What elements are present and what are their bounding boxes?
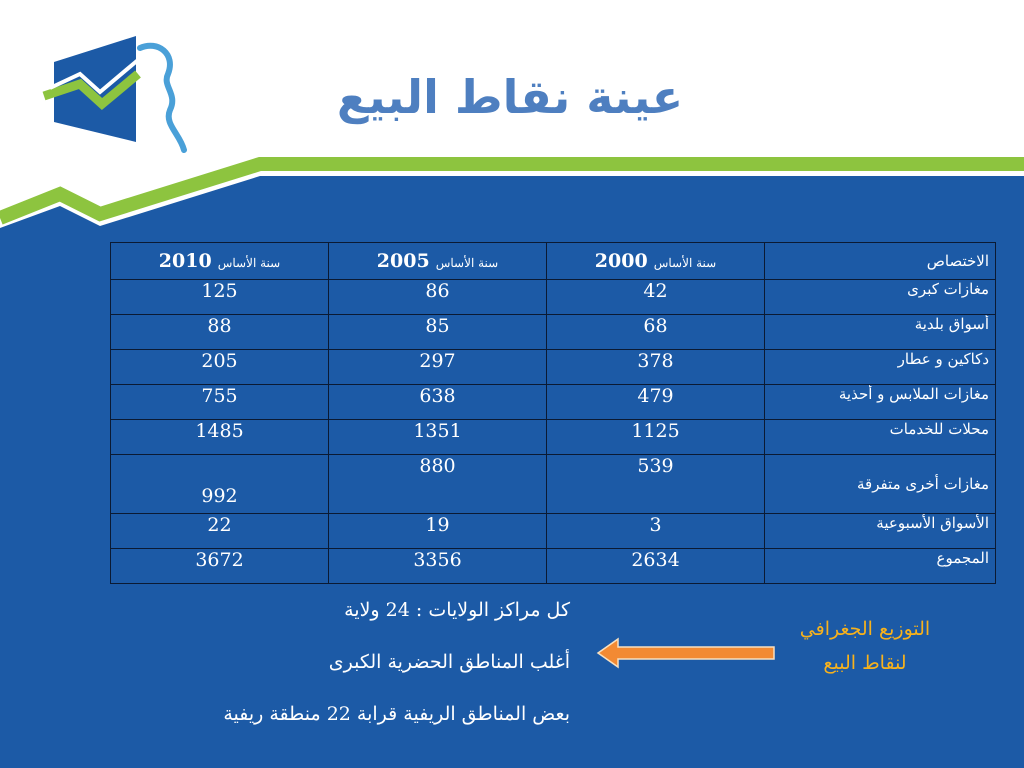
row-value-2010: 3672 — [111, 549, 329, 584]
row-value-2010: 1485 — [111, 420, 329, 455]
row-value-2000: 378 — [547, 350, 765, 385]
row-name: الأسواق الأسبوعية — [765, 514, 996, 549]
table-row — [111, 385, 996, 420]
row-value-2000: 539 — [547, 455, 765, 514]
row-value-2005: 19 — [329, 514, 547, 549]
row-value-2005: 86 — [329, 280, 547, 315]
row-value-2000: 1125 — [547, 420, 765, 455]
row-value-2010: 755 — [111, 385, 329, 420]
row-value-2010: 88 — [111, 315, 329, 350]
note-item: بعض المناطق الريفية قرابة 22 منطقة ريفية — [223, 703, 570, 725]
page-title: عينة نقاط البيع — [336, 70, 684, 124]
table-row — [111, 280, 996, 315]
geo-label-line1: التوزيع الجغرافي — [799, 618, 931, 640]
table-row — [111, 514, 996, 549]
arrow-left-icon — [596, 636, 778, 670]
header-2010 — [111, 243, 329, 280]
row-value-2000: 2634 — [547, 549, 765, 584]
row-value-2005: 297 — [329, 350, 547, 385]
row-name: محلات للخدمات — [765, 420, 996, 455]
logo-icon — [40, 30, 200, 160]
row-value-2010: 992 — [111, 455, 329, 514]
coverage-notes — [150, 590, 570, 746]
table-row — [111, 350, 996, 385]
table-row-total — [111, 549, 996, 584]
row-name: أسواق بلدية — [765, 315, 996, 350]
row-name: المجموع — [765, 549, 996, 584]
row-value-2000: 68 — [547, 315, 765, 350]
geo-distribution-label — [780, 612, 950, 680]
note-item: أغلب المناطق الحضرية الكبرى — [328, 651, 570, 673]
header-2000-label: سنة الأساس — [653, 256, 717, 270]
row-value-2005: 1351 — [329, 420, 547, 455]
header-2010-label: سنة الأساس — [217, 256, 281, 270]
header-2005-year: 2005 — [376, 250, 430, 272]
note-item: كل مراكز الولايات : 24 ولاية — [344, 599, 570, 621]
row-value-2010: 205 — [111, 350, 329, 385]
table-row — [111, 420, 996, 455]
row-value-2000: 3 — [547, 514, 765, 549]
row-value-2005: 880 — [329, 455, 547, 514]
row-name: دكاكين و عطار — [765, 350, 996, 385]
geo-label-line2: لنقاط البيع — [823, 652, 907, 674]
row-value-2000: 42 — [547, 280, 765, 315]
row-name: مغازات كبرى — [765, 280, 996, 315]
header-name: الاختصاص — [765, 243, 996, 280]
header-2000-year: 2000 — [594, 250, 648, 272]
header-2005-label: سنة الأساس — [435, 256, 499, 270]
table-row — [111, 455, 996, 514]
points-of-sale-table — [110, 242, 996, 584]
header-2005 — [329, 243, 547, 280]
row-value-2005: 3356 — [329, 549, 547, 584]
table-row — [111, 315, 996, 350]
row-value-2005: 638 — [329, 385, 547, 420]
row-name: مغازات الملابس و أحذية — [765, 385, 996, 420]
header-2010-year: 2010 — [158, 250, 212, 272]
header-2000 — [547, 243, 765, 280]
row-value-2005: 85 — [329, 315, 547, 350]
row-value-2010: 125 — [111, 280, 329, 315]
row-name: مغازات أخرى متفرقة — [765, 455, 996, 514]
table-header-row — [111, 243, 996, 280]
row-value-2010: 22 — [111, 514, 329, 549]
row-value-2000: 479 — [547, 385, 765, 420]
